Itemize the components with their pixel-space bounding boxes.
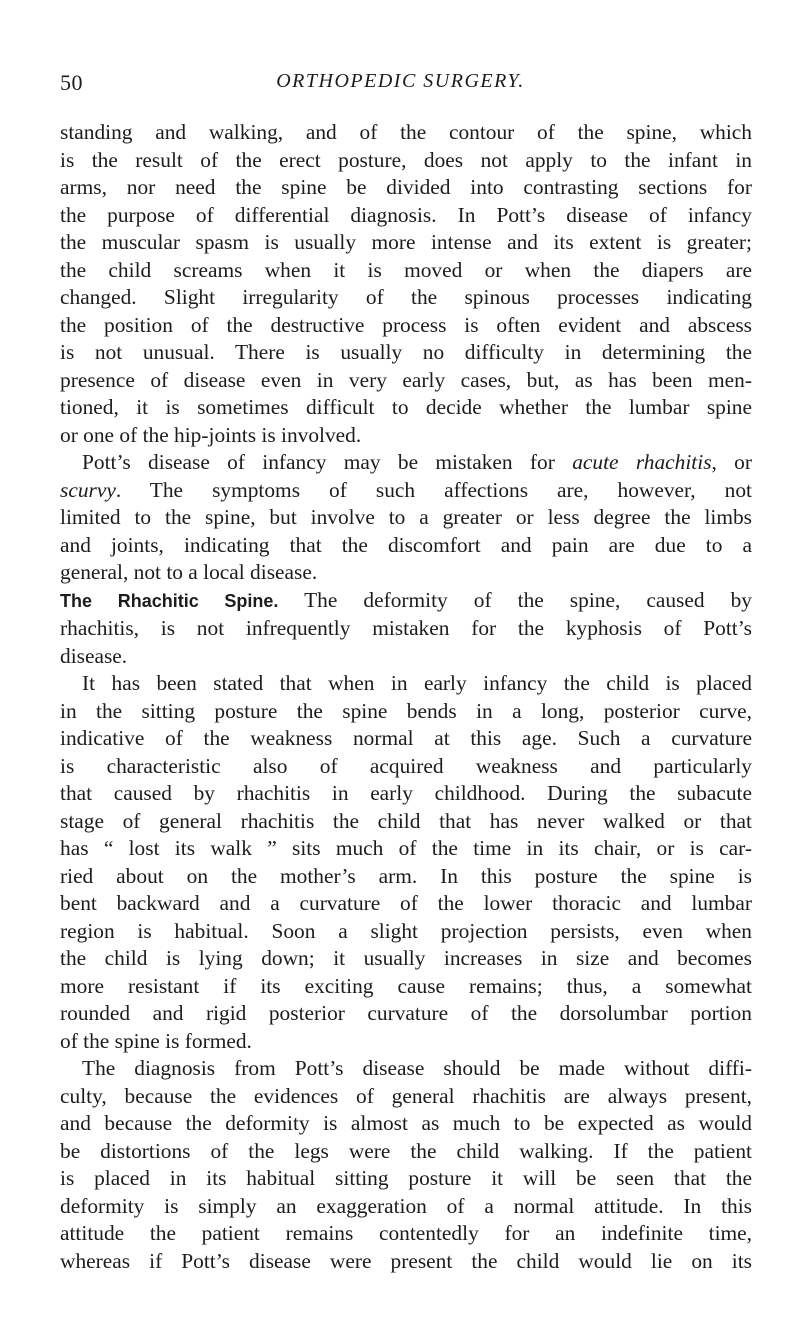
text-line: stage of general rhachitis the child that has never walked or that bbox=[60, 808, 752, 833]
running-title: ORTHOPEDIC SURGERY. bbox=[276, 70, 525, 92]
text-line: and joints, indicating that the discomfort and pain are due to a bbox=[60, 532, 752, 557]
text-segment: The deformity of the spine, caused by bbox=[278, 587, 752, 612]
text-line: disease. bbox=[60, 643, 128, 668]
text-line: and because the deformity is almost as much to be expected as would bbox=[60, 1111, 752, 1135]
text-line: is not unusual. There is usually no difficulty in determining the bbox=[60, 340, 752, 364]
text-line: ried about on the mother’s arm. In this posture the spine is bbox=[60, 863, 752, 888]
paragraph-rhachitic-spine bbox=[60, 587, 752, 671]
text-line: the child screams when it is moved or when the diapers are bbox=[60, 257, 752, 282]
text-line: the position of the destructive process is often evident and abscess bbox=[60, 312, 752, 337]
text-line: deformity is simply an exaggeration of a normal attitude. In this bbox=[60, 1193, 752, 1218]
text-line: has “ lost its walk ” sits much of the time in its chair, or is car- bbox=[60, 836, 752, 860]
text-line: that caused by rhachitis in early childhood. During the subacute bbox=[60, 781, 752, 805]
paragraph-diagnosis-from-potts bbox=[60, 1055, 752, 1275]
text-line: rhachitis, is not infrequently mistaken for the kyphosis of Pott’s bbox=[60, 616, 752, 640]
text-line: limited to the spine, but involve to a greater or less degree the limbs bbox=[60, 505, 752, 529]
text-line: bent backward and a curvature of the lower thoracic and lumbar bbox=[60, 891, 752, 915]
section-heading: The Rhachitic Spine. bbox=[60, 590, 279, 611]
text-line: be distortions of the legs were the child walking. If the patient bbox=[60, 1138, 752, 1163]
text-line: is placed in its habitual sitting posture it will be seen that the bbox=[60, 1166, 752, 1190]
text-line: is the result of the erect posture, does not apply to the infant in bbox=[60, 147, 752, 172]
text-line: arms, nor need the spine be divided into contrasting sections for bbox=[60, 175, 752, 199]
text-line bbox=[60, 449, 752, 477]
text-line: region is habitual. Soon a slight projection persists, even when bbox=[60, 918, 752, 943]
text-line: culty, because the evidences of general rhachitis are always present, bbox=[60, 1083, 752, 1108]
italic-term: acute rhachitis bbox=[572, 450, 712, 474]
text-line: in the sitting posture the spine bends in a long, posterior curve, bbox=[60, 698, 752, 723]
paragraph-infancy-spasm bbox=[60, 119, 752, 449]
text-line: tioned, it is sometimes difficult to decide whether the lumbar spine bbox=[60, 395, 752, 419]
text-line: indicative of the weakness normal at this age. Such a curvature bbox=[60, 726, 752, 750]
page-number: 50 bbox=[60, 70, 83, 95]
paragraph-mistaken-diagnosis bbox=[60, 449, 752, 587]
text-line bbox=[60, 477, 752, 505]
text-line: of the spine is formed. bbox=[60, 1028, 252, 1053]
body-text bbox=[60, 119, 752, 1275]
text-line: the purpose of differential diagnosis. In Pott’s disease of infancy bbox=[60, 202, 752, 227]
text-line: The diagnosis from Pott’s disease should be made without diffi- bbox=[82, 1056, 752, 1080]
text-line: presence of disease even in very early cases, but, as has been men- bbox=[60, 367, 752, 392]
text-line: changed. Slight irregularity of the spinous processes indicating bbox=[60, 285, 752, 309]
text-line: is characteristic also of acquired weakness and particularly bbox=[60, 753, 752, 778]
text-line: standing and walking, and of the contour of the spine, which bbox=[60, 120, 752, 144]
text-line: whereas if Pott’s disease were present the child would lie on its bbox=[60, 1248, 752, 1273]
text-line bbox=[60, 587, 752, 616]
text-segment: , or bbox=[711, 450, 752, 474]
text-line: attitude the patient remains contentedly for an indefinite time, bbox=[60, 1221, 752, 1245]
text-line: general, not to a local disease. bbox=[60, 560, 318, 584]
text-line: the child is lying down; it usually increases in size and becomes bbox=[60, 946, 752, 970]
text-line: or one of the hip-joints is involved. bbox=[60, 422, 362, 447]
text-line: the muscular spasm is usually more intense and its extent is greater; bbox=[60, 230, 752, 254]
text-segment: . The symptoms of such affections are, however, not bbox=[115, 477, 752, 502]
text-line: more resistant if its exciting cause remains; thus, a somewhat bbox=[60, 973, 752, 998]
running-head bbox=[0, 70, 801, 100]
italic-term: scurvy bbox=[60, 477, 116, 502]
text-segment: Pott’s disease of infancy may be mistaken for bbox=[82, 450, 573, 474]
text-line: It has been stated that when in early infancy the child is placed bbox=[82, 671, 752, 695]
text-line: rounded and rigid posterior curvature of the dorsolumbar portion bbox=[60, 1001, 752, 1025]
paragraph-sitting-posture bbox=[60, 670, 752, 1055]
